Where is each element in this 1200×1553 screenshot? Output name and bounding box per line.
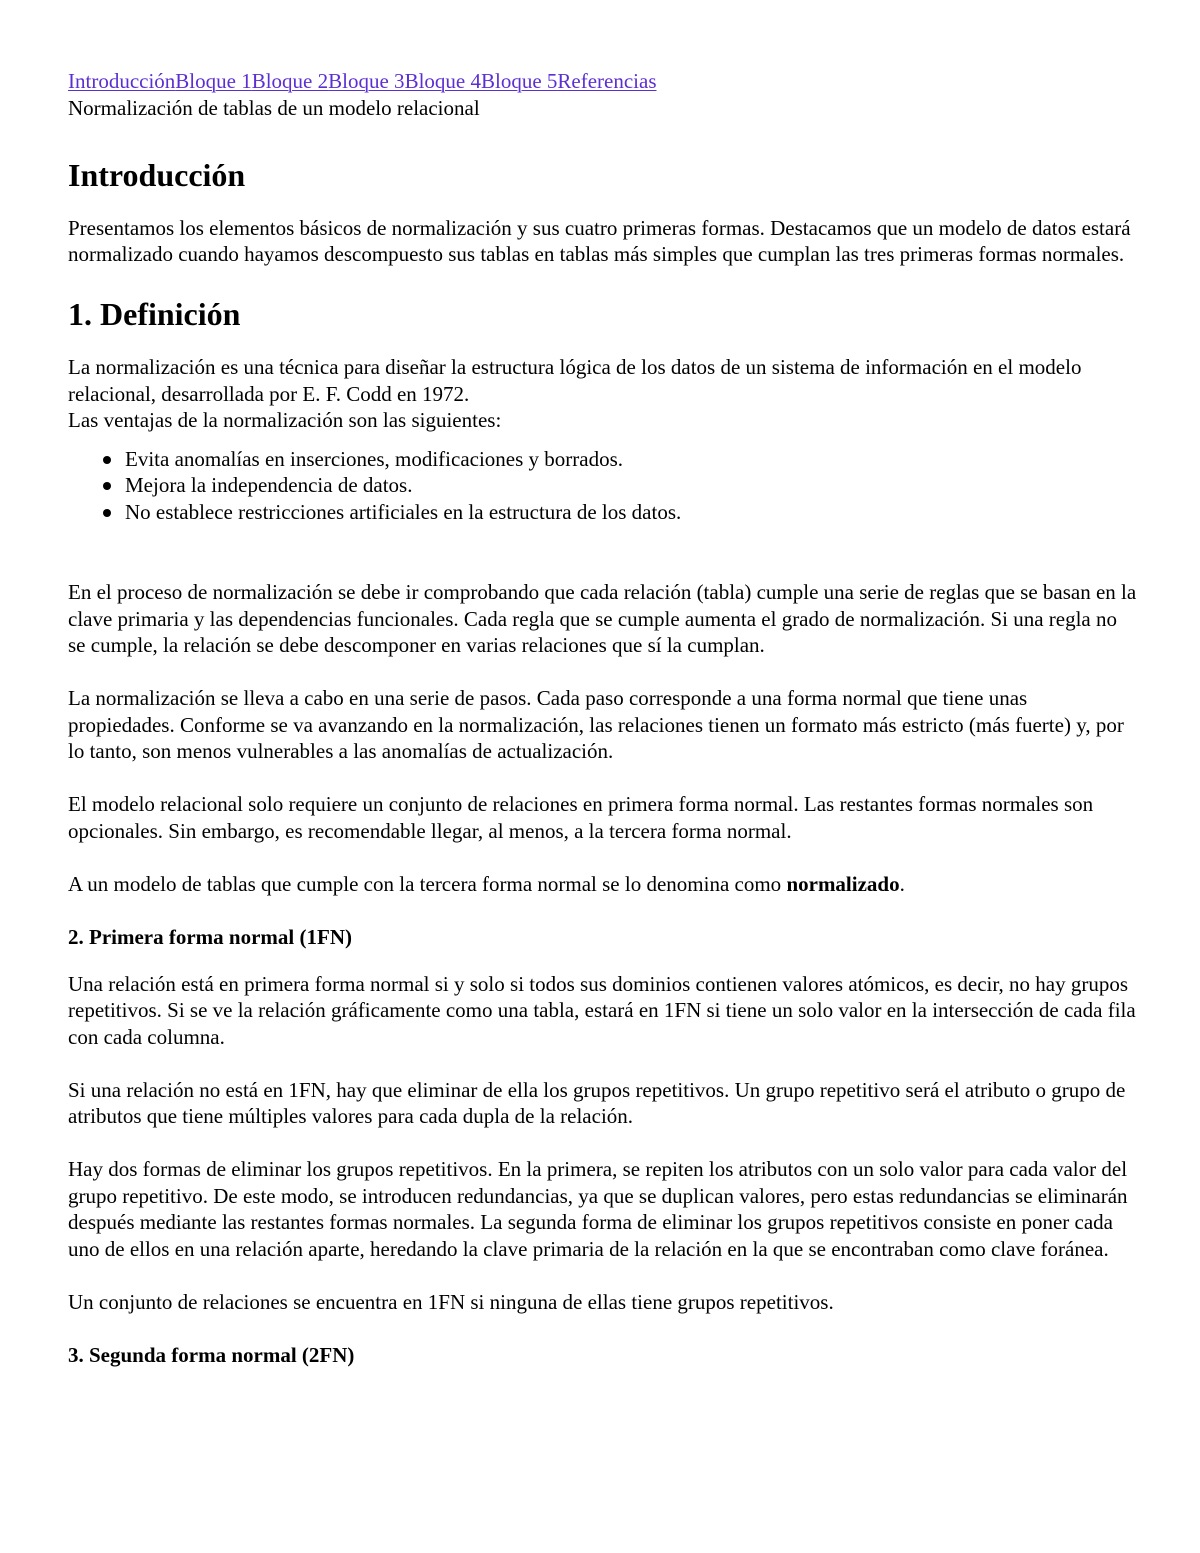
ventajas-list [68,446,1138,526]
primera-paragraph-4: Un conjunto de relaciones se encuentra en 1FN si ninguna de ellas tiene grupos repetitivos. [68,1289,834,1314]
nav-link-bloque-2[interactable]: Bloque 2 [251,69,329,93]
definicion-paragraph-1: La normalización es una técnica para diseñar la estructura lógica de los datos de un sistema de información en el modelo relacional, desarrollada por E. F. Codd en 1972. [68,355,1082,406]
normalizado-bold: normalizado [786,871,900,896]
p6-text-before: A un modelo de tablas que cumple con la tercera forma normal se lo denomina como [68,871,787,896]
nav-link-bloque-1[interactable]: Bloque 1 [175,69,252,93]
heading-primera-forma-normal: 2. Primera forma normal (1FN) [68,924,352,949]
heading-segunda-forma-normal: 3. Segunda forma normal (2FN) [68,1342,355,1367]
nav-link-bloque-3[interactable]: Bloque 3 [328,69,405,93]
primera-paragraph-3: Hay dos formas de eliminar los grupos repetitivos. En la primera, se repiten los atributos con un solo valor para cada valor del grupo repetitivo. De este modo, se introducen redundancias, ya que se duplican valores, pero estas redundancias se eliminarán después mediante las restantes formas normales. La segunda forma de eliminar los grupos repetitivos consiste en poner cada uno de ellos en una relación aparte, heredando la clave primaria de la relación en la que se encontraban como clave foránea. [68,1157,1128,1261]
list-spacer [68,525,1138,579]
top-navigation [68,68,1138,95]
list-item: Evita anomalías en inserciones, modificaciones y borrados. [125,446,1138,473]
definicion-paragraph-2: Las ventajas de la normalización son las siguientes: [68,408,502,432]
definicion-paragraph-4: La normalización se lleva a cabo en una serie de pasos. Cada paso corresponde a una forma normal que tiene unas propiedades. Conforme se va avanzando en la normalización, las relaciones tienen un formato más estricto (más fuerte) y, por lo tanto, son menos vulnerables a las anomalías de actualización. [68,686,1124,763]
heading-introduccion: Introducción [68,156,246,193]
heading-definicion: 1. Definición [68,296,241,332]
list-item: Mejora la independencia de datos. [125,472,1138,499]
definicion-paragraph-3: En el proceso de normalización se debe ir comprobando que cada relación (tabla) cumple una serie de reglas que se basan en la clave primaria y las dependencias funcionales. Cada regla que se cumple aumenta el grado de normalización. Si una regla no se cumple, la relación se debe descomponer en varias relaciones que sí la cumplan. [68,580,1137,657]
definicion-paragraph-5: El modelo relacional solo requiere un conjunto de relaciones en primera forma normal. Las restantes formas normales son opcionales. Sin embargo, es recomendable llegar, al menos, a la tercera forma normal. [68,792,1094,843]
nav-link-bloque-4[interactable]: Bloque 4 [404,69,481,93]
list-item: No establece restricciones artificiales en la estructura de los datos. [125,499,1138,526]
primera-paragraph-1: Una relación está en primera forma normal si y solo si todos sus dominios contienen valores atómicos, es decir, no hay grupos repetitivos. Si se ve la relación gráficamente como una tabla, estará en 1FN si tiene un solo valor en la intersección de cada fila con cada columna. [68,971,1136,1049]
primera-paragraph-2: Si una relación no está en 1FN, hay que eliminar de ella los grupos repetitivos. Un grupo repetitivo será el atributo o grupo de atributos que tiene múltiples valores para cada dupla de la relación. [68,1077,1126,1128]
nav-link-referencias[interactable]: Referencias [557,69,657,93]
document-subtitle: Normalización de tablas de un modelo relacional [68,96,480,120]
nav-link-bloque-5[interactable]: Bloque 5 [480,69,558,93]
p6-text-after: . [899,871,905,896]
nav-link-introduccion[interactable]: Introducción [68,69,176,93]
intro-paragraph: Presentamos los elementos básicos de normalización y sus cuatro primeras formas. Destacamos que un modelo de datos estará normalizado cuando hayamos descompuesto sus tablas en tablas más simples que cumplan las tres primeras formas normales. [68,215,1131,266]
definicion-paragraph-6 [68,871,1138,898]
